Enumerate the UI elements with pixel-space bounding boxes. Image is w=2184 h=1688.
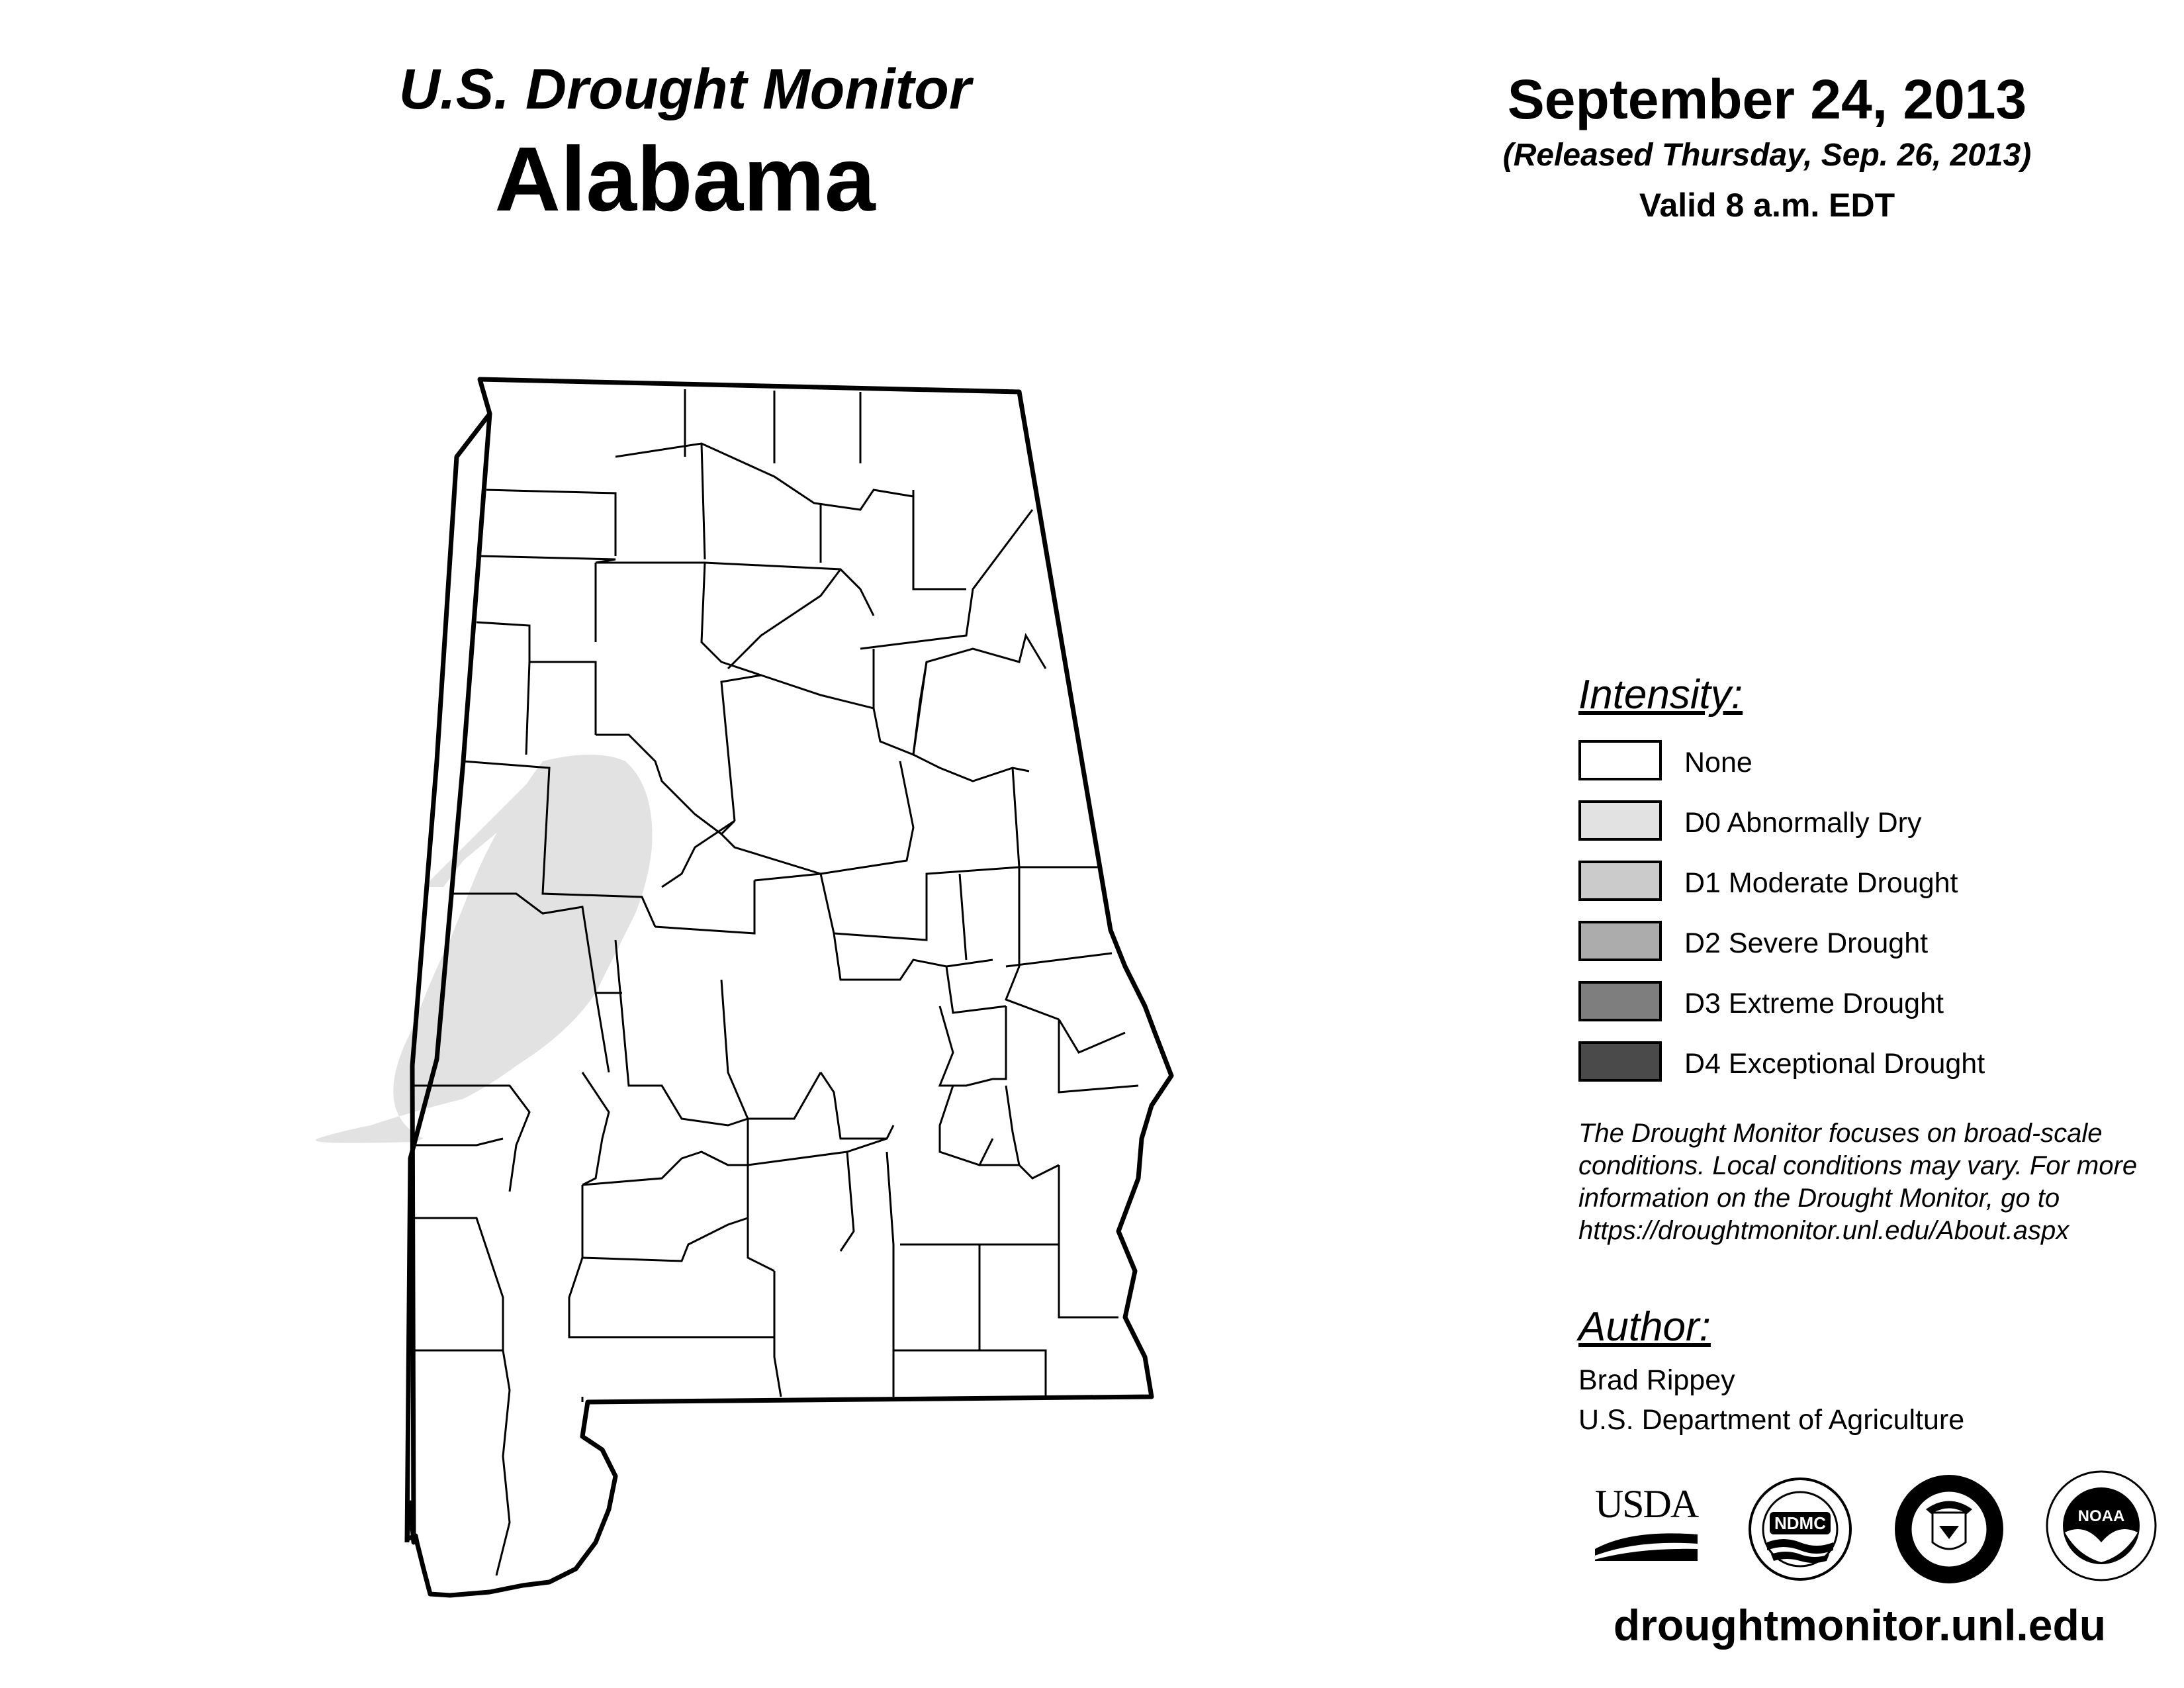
legend-swatch	[1578, 800, 1662, 841]
author-title: Author:	[1578, 1304, 1711, 1350]
date-block	[1456, 66, 2078, 232]
valid-time: Valid 8 a.m. EDT	[1639, 187, 1895, 224]
author-name: Brad Rippey	[1578, 1364, 1735, 1396]
legend-item-d2	[1578, 921, 2174, 981]
map-date: September 24, 2013	[1507, 68, 2027, 130]
legend-label: D4 Exceptional Drought	[1684, 1048, 1985, 1080]
department-of-commerce-seal	[1893, 1473, 2005, 1585]
legend-label: None	[1684, 747, 1752, 778]
legend-swatch	[1578, 740, 1662, 780]
legend-title: Intensity:	[1578, 672, 1743, 718]
ndmc-logo-text: NDMC	[1774, 1513, 1826, 1533]
title-block	[371, 56, 999, 232]
legend-label: D1 Moderate Drought	[1684, 867, 1958, 899]
legend-swatch	[1578, 921, 1662, 961]
disclaimer-note: The Drought Monitor focuses on broad-scale conditions. Local conditions may vary. For more information on the Drought Monitor, go to https://droughtmonitor.unl.edu/About.aspx	[1578, 1119, 2138, 1245]
usda-logo-text: USDA	[1594, 1482, 1698, 1526]
website-url[interactable]: droughtmonitor.unl.edu	[1613, 1601, 2107, 1650]
usda-logo-swoosh	[1592, 1483, 1701, 1562]
state-name: Alabama	[494, 128, 876, 230]
legend-label: D0 Abnormally Dry	[1684, 807, 1922, 839]
legend-items	[1578, 740, 2174, 1102]
noaa-logo	[2045, 1470, 2158, 1582]
release-date: (Released Thursday, Sep. 26, 2013)	[1502, 138, 2032, 173]
legend-item-none	[1578, 740, 2174, 800]
legend-swatch	[1578, 861, 1662, 901]
map-title: U.S. Drought Monitor	[398, 58, 972, 121]
ndmc-logo	[1747, 1476, 1853, 1582]
usda-logo	[1592, 1483, 1701, 1562]
legend-label: D3 Extreme Drought	[1684, 988, 1944, 1019]
legend	[1578, 669, 2174, 1102]
author-organization: U.S. Department of Agriculture	[1578, 1404, 1965, 1436]
legend-item-d1	[1578, 861, 2174, 921]
legend-item-d0	[1578, 800, 2174, 861]
legend-label: D2 Severe Drought	[1684, 927, 1929, 959]
legend-swatch	[1578, 981, 1662, 1021]
legend-item-d3	[1578, 981, 2174, 1041]
legend-item-d4	[1578, 1041, 2174, 1102]
legend-swatch	[1578, 1041, 1662, 1082]
noaa-logo-text: NOAA	[2077, 1507, 2125, 1525]
